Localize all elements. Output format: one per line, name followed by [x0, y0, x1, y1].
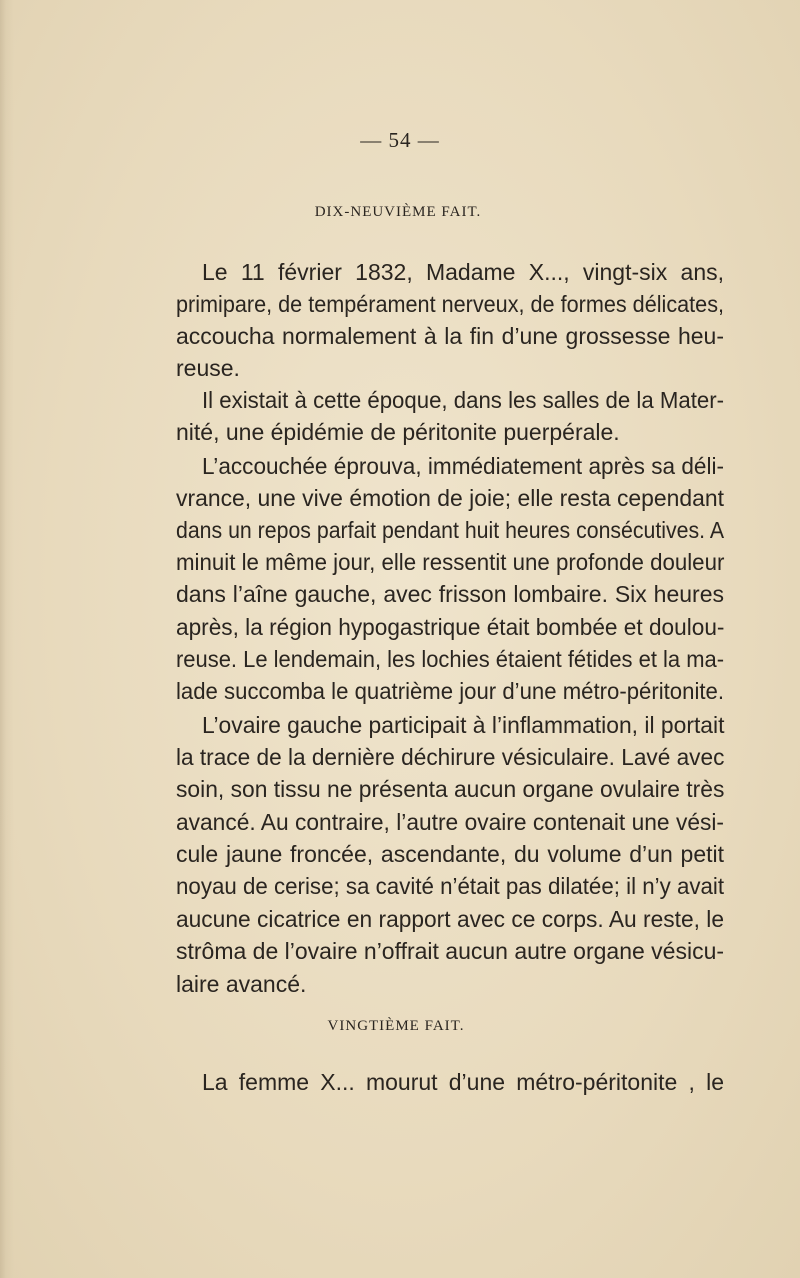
- text-line: primipare, de tempérament nerveux, de formes délicates,: [176, 291, 725, 317]
- text-line: cule jaune froncée, ascendante, du volume d’un petit: [176, 841, 724, 867]
- page-number: — 54 —: [360, 128, 440, 152]
- text-line: L’accouchée éprouva, immédiatement après sa déli-: [202, 453, 724, 479]
- text-line: lade succomba le quatrième jour d’une métro-péritonite.: [176, 678, 725, 704]
- text-line: noyau de cerise; sa cavité n’était pas dilatée; il n’y avait: [176, 873, 725, 899]
- text-line: minuit le même jour, elle ressentit une profonde douleur: [176, 549, 725, 575]
- text-line: reuse. Le lendemain, les lochies étaient fétides et la ma-: [176, 646, 725, 672]
- text-line: la trace de la dernière déchirure vésiculaire. Lavé avec: [176, 744, 725, 770]
- text-line: L’ovaire gauche participait à l’inflammation, il portait: [202, 712, 725, 738]
- section-heading-dix-neuvieme: DIX-NEUVIÈME FAIT.: [314, 204, 482, 220]
- text-line: dans l’aîne gauche, avec frisson lombaire. Six heures: [176, 581, 724, 607]
- text-line: reuse.: [176, 355, 240, 381]
- text-line: strôma de l’ovaire n’offrait aucun autre organe vésicu-: [176, 938, 725, 964]
- section-heading-vingtieme: VINGTIÈME FAIT.: [327, 1018, 465, 1034]
- text-line: Le 11 février 1832, Madame X..., vingt-six ans,: [202, 259, 724, 285]
- text-line: vrance, une vive émotion de joie; elle resta cependant: [176, 485, 725, 511]
- text-line: accoucha normalement à la fin d’une grossesse heu-: [176, 323, 724, 349]
- text-line: laire avancé.: [176, 971, 307, 997]
- text-line: après, la région hypogastrique était bombée et doulou-: [176, 614, 725, 640]
- text-line: soin, son tissu ne présenta aucun organe ovulaire très: [176, 776, 725, 802]
- text-line: avancé. Au contraire, l’autre ovaire contenait une vési-: [176, 809, 725, 835]
- text-line: La femme X... mourut d’une métro-péritonite , le: [202, 1069, 724, 1095]
- text-line: dans un repos parfait pendant huit heures consécutives. A: [176, 517, 725, 543]
- text-line: aucune cicatrice en rapport avec ce corps. Au reste, le: [176, 906, 725, 932]
- text-line: Il existait à cette époque, dans les salles de la Mater-: [202, 387, 725, 413]
- text-line: nité, une épidémie de péritonite puerpérale.: [176, 419, 620, 445]
